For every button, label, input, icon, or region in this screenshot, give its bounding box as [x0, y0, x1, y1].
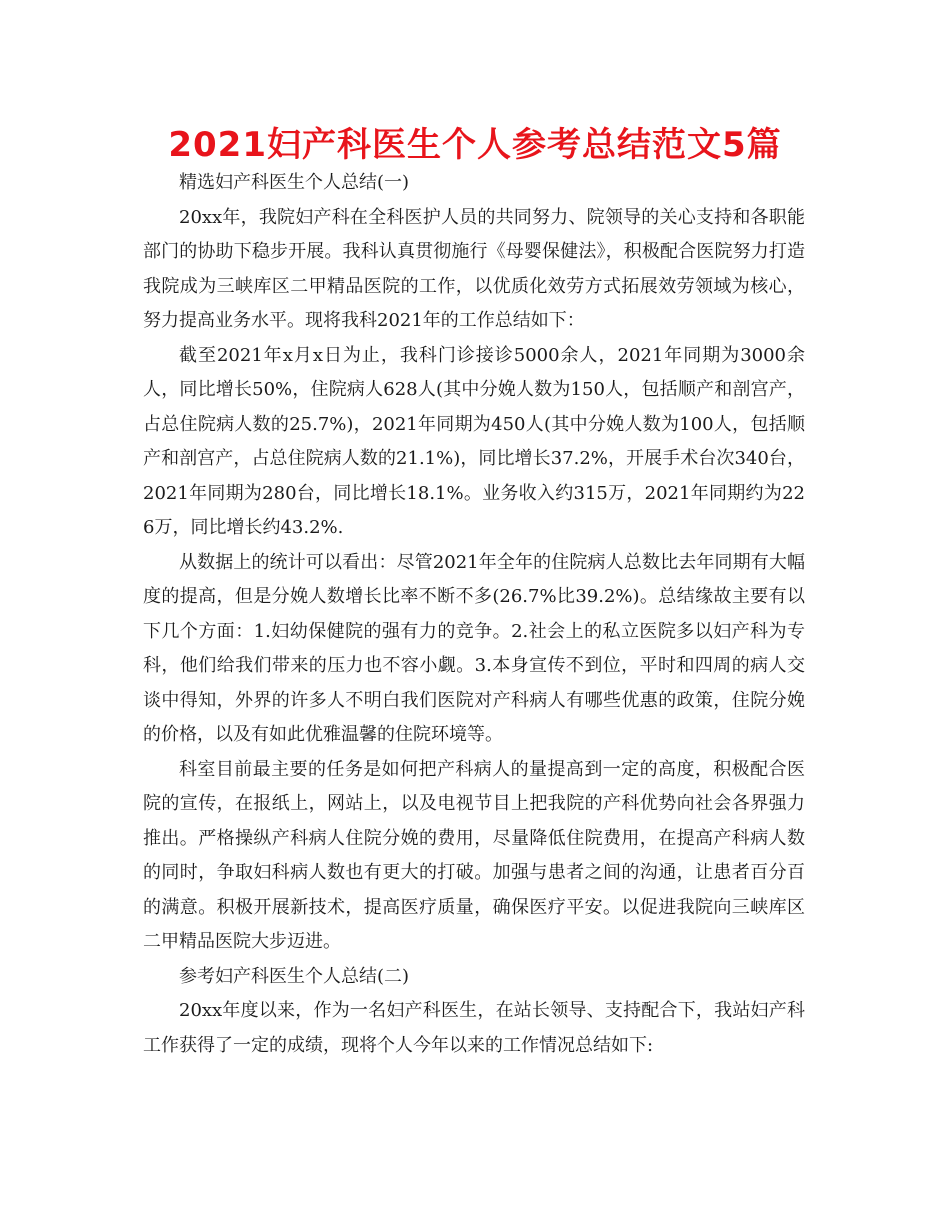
paragraph-3: 从数据上的统计可以看出：尽管2021年全年的住院病人总数比去年同期有大幅度的提高，但是分娩人数增长比率不断不多(26.7%比39.2%)。总结缘故主要有以下几个方面：1.妇幼保健院的强有力的竞争。2.社会上的私立医院多以妇产科为专科，他们给我们带来的压力也不容小觑。3.本身宣传不到位，平时和四周的病人交谈中得知，外界的许多人不明白我们医院对产科病人有哪些优惠的政策，住院分娩的价格，以及有如此优雅温馨的住院环境等。 [143, 551, 805, 745]
paragraph-5: 20xx年度以来，作为一名妇产科医生，在站长领导、支持配合下，我站妇产科工作获得了一定的成绩，现将个人今年以来的工作情况总结如下: [143, 1000, 805, 1056]
document-title: 2021妇产科医生个人参考总结范文5篇 [168, 125, 782, 165]
section-heading-1: 精选妇产科医生个人总结(一) [179, 172, 410, 193]
document-body [143, 166, 805, 1063]
paragraph-2: 截至2021年x月x日为止，我科门诊接诊5000余人，2021年同期为3000余人，同比增长50%，住院病人628人(其中分娩人数为150人，包括顺产和剖宫产，占总住院病人数的25.7%)，2021年同期为450人(其中分娩人数为100人，包括顺产和剖宫产，占总住院病人数的21.1%)，同比增长37.2%，开展手术台次340台，2021年同期为280台，同比增长18.1%。业务收入约315万，2021年同期约为226万，同比增长约43.2%. [143, 344, 805, 538]
paragraph-1: 20xx年，我院妇产科在全科医护人员的共同努力、院领导的关心支持和各职能部门的协助下稳步开展。我科认真贯彻施行《母婴保健法》，积极配合医院努力打造我院成为三峡库区二甲精品医院的工作，以优质化效劳方式拓展效劳领域为核心，努力提高业务水平。现将我科2021年的工作总结如下： [143, 206, 805, 331]
section-heading-2: 参考妇产科医生个人总结(二) [179, 965, 410, 987]
paragraph-4: 科室目前最主要的任务是如何把产科病人的量提高到一定的高度，积极配合医院的宣传，在报纸上，网站上，以及电视节目上把我院的产科优势向社会各界强力推出。严格操纵产科病人住院分娩的费用，尽量降低住院费用，在提高产科病人数的同时，争取妇科病人数也有更大的打破。加强与患者之间的沟通，让患者百分百的满意。积极开展新技术，提高医疗质量，确保医疗平安。以促进我院向三峡库区二甲精品医院大步迈进。 [143, 758, 805, 952]
